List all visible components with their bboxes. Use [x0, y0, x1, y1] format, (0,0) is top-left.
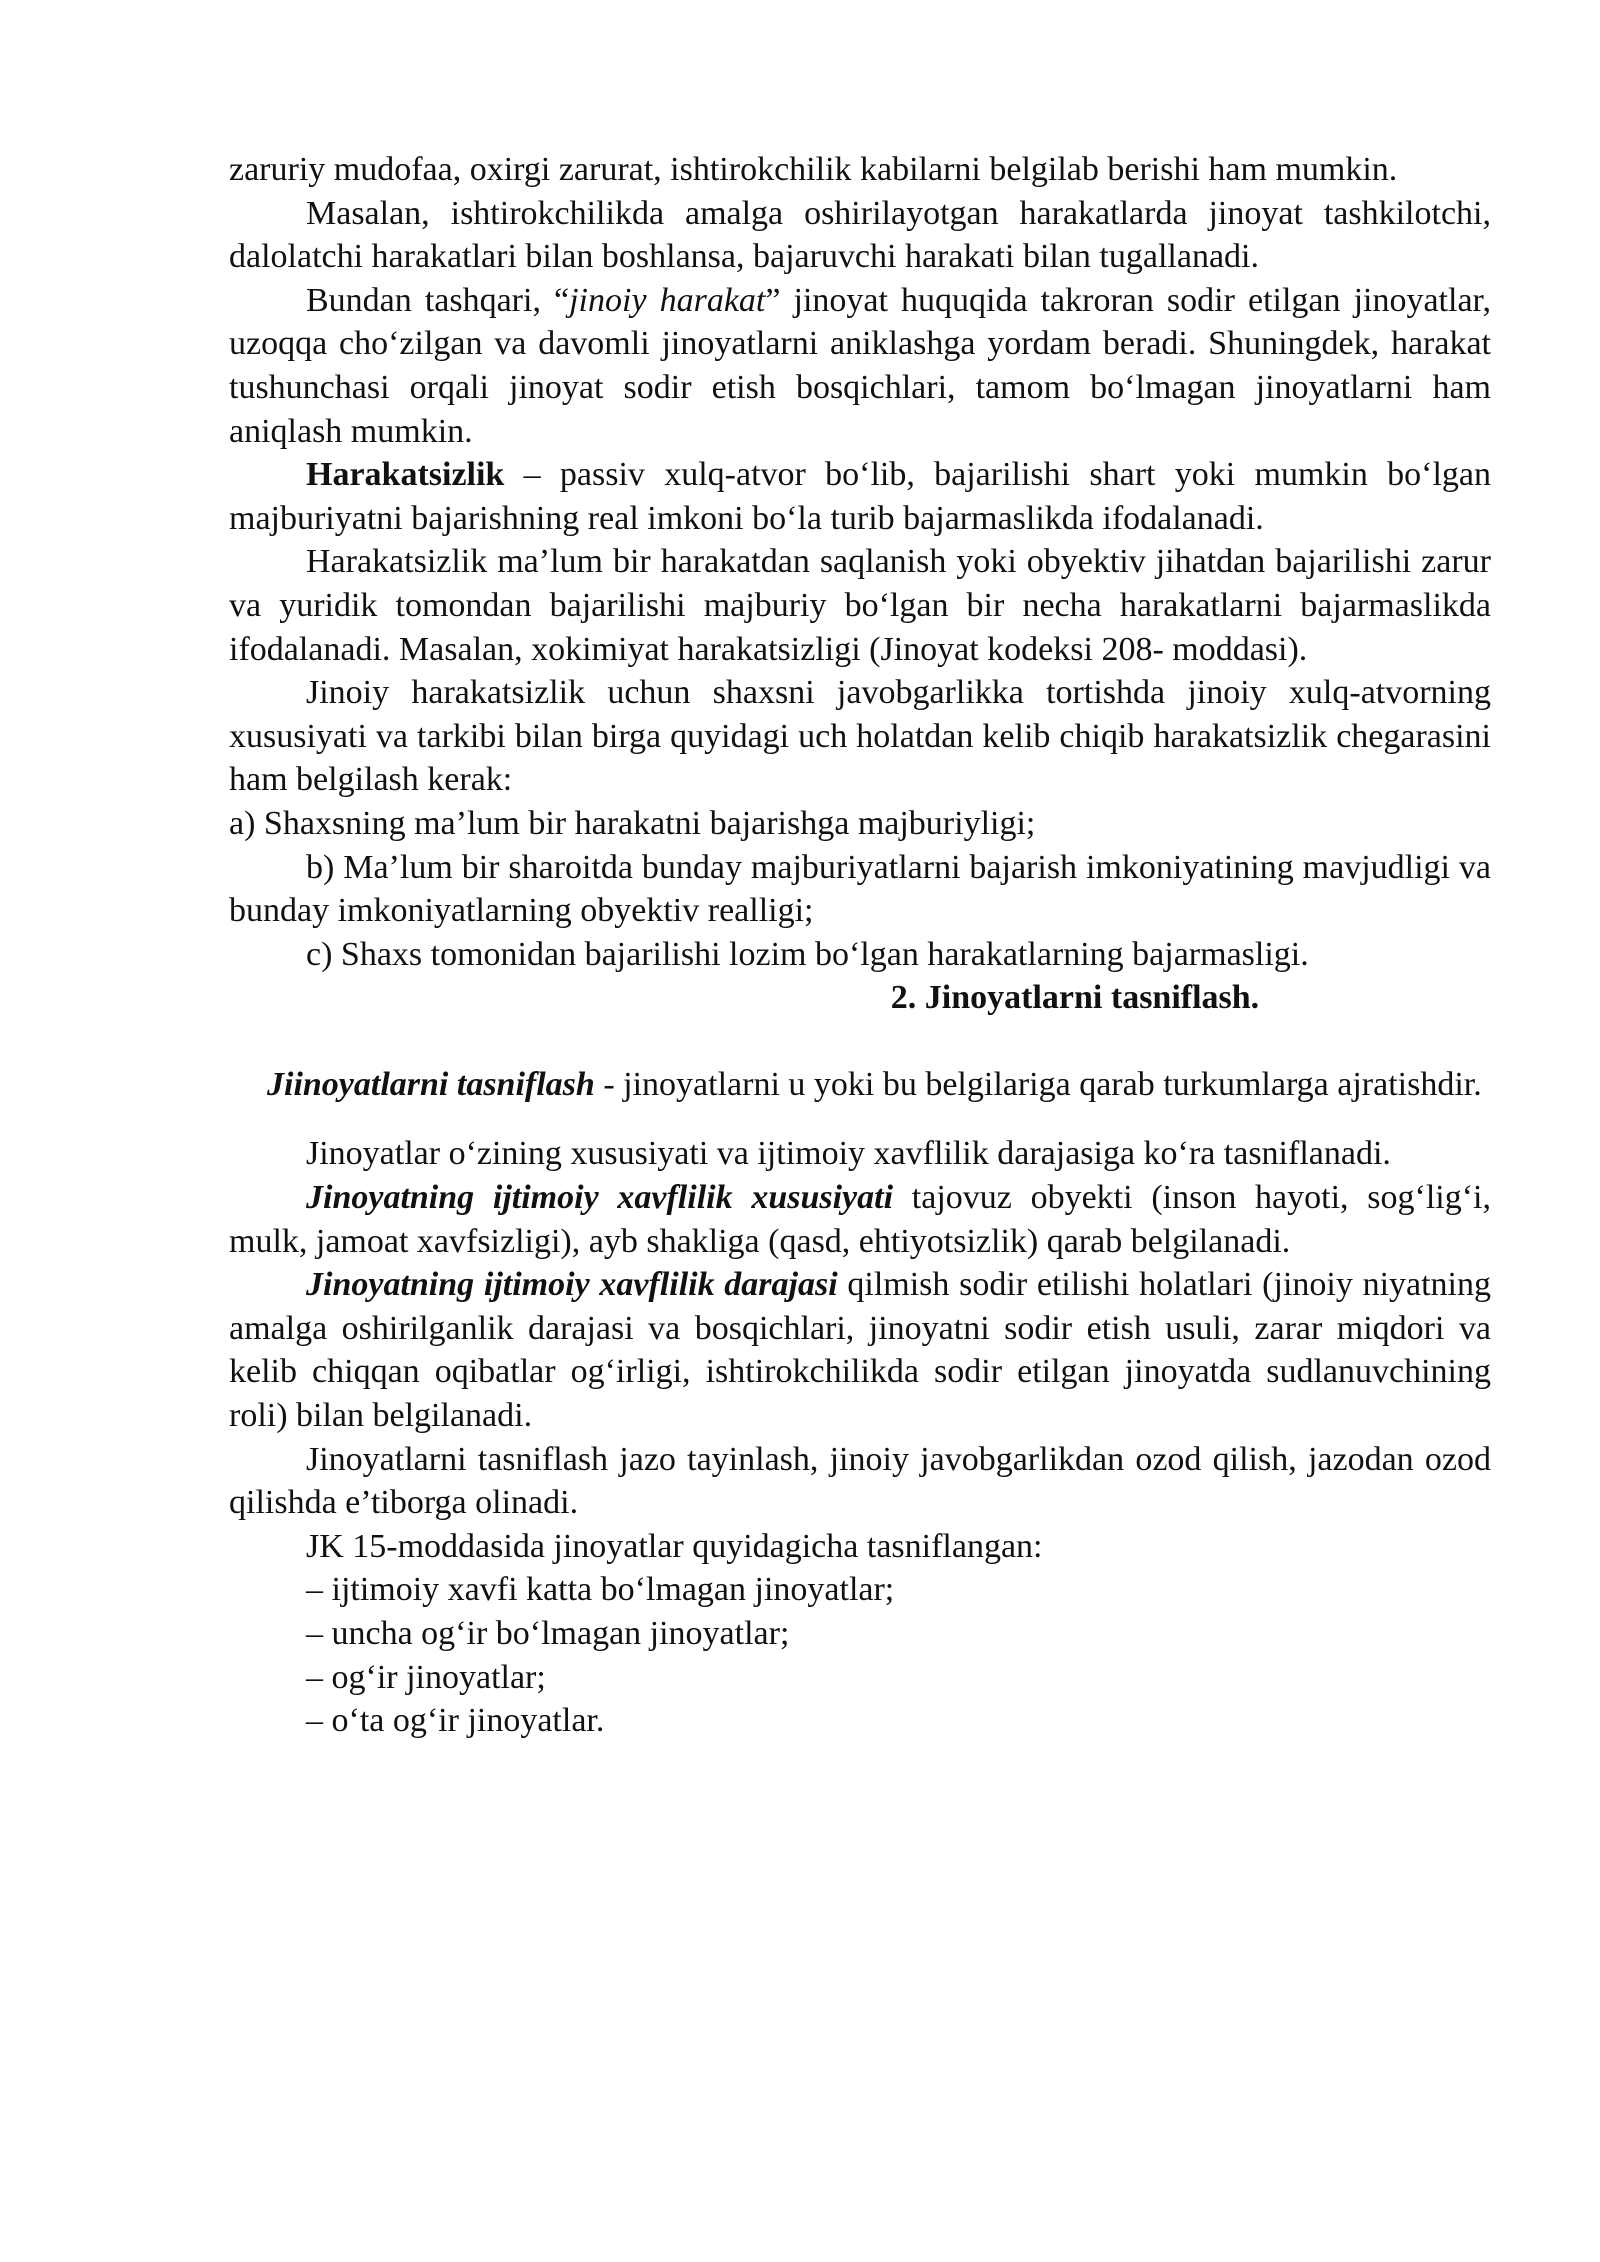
paragraph-4	[229, 453, 1491, 540]
paragraph-4-rest: – passiv xulq-atvor bo‘lib, bajarilishi shart yoki mumkin bo‘lgan majburiyatni bajarishning real imkoni bo‘la turib bajarmaslikda ifodalanadi.	[229, 456, 1491, 537]
term-xavflilik-darajasi: Jinoyatning ijtimoiy xavflilik darajasi	[306, 1266, 838, 1304]
paragraph-7	[229, 1063, 1491, 1107]
paragraph-1: zaruriy mudofaa, oxirgi zarurat, ishtirokchilik kabilarni belgilab berishi ham mumkin.	[229, 151, 1398, 188]
term-tasniflash: Jiinoyatlarni tasniflash	[267, 1065, 595, 1103]
term-harakatsizlik: Harakatsizlik	[306, 456, 505, 494]
paragraph-10	[229, 1263, 1491, 1437]
list-item: – ijtimoiy xavfi katta bo‘lmagan jinoyatlar;	[306, 1571, 895, 1609]
paragraph-9-rest: tajovuz obyekti (inson hayoti, sog‘lig‘i, mulk, jamoat xavfsizligi), ayb shakliga (qasd, ehtiyotsizlik) qarab belgilanadi.	[229, 1179, 1491, 1260]
term-xavflilik-xususiyati: Jinoyatning ijtimoiy xavflilik xususiyati	[306, 1179, 894, 1217]
list-item-a: a) Shaxsning ma’lum bir harakatni bajarishga majburiyligi;	[229, 804, 1036, 842]
paragraph-11: Jinoyatlarni tasniflash jazo tayinlash, jinoiy javobgarlikdan ozod qilish, jazodan ozod qilishda e’tiborga olinadi.	[229, 1440, 1491, 1522]
paragraph-9	[229, 1176, 1491, 1263]
paragraph-12: JK 15-moddasida jinoyatlar quyidagicha tasniflangan:	[306, 1527, 1043, 1565]
paragraph-2: Masalan, ishtirokchilikda amalga oshirilayotgan harakatlarda jinoyat tashkilotchi, dalolatchi harakatlari bilan boshlansa, bajaruvchi harakati bilan tugallanadi.	[229, 194, 1491, 276]
paragraph-3-pre: Bundan tashqari, “	[306, 281, 570, 319]
paragraph-6: Jinoiy harakatsizlik uchun shaxsni javobgarlikka tortishda jinoiy xulq-atvorning xususiyati va tarkibi bilan birga quyidagi uch holatdan kelib chiqib harakatsizlik chegarasini ham belgilash kerak:	[229, 674, 1491, 799]
paragraph-5: Harakatsizlik ma’lum bir harakatdan saqlanish yoki obyektiv jihatdan bajarilishi zarur va yuridik tomondan bajarilishi majburiy bo‘lgan bir necha harakatlarni bajarmaslikda ifodalanadi. Masalan, xokimiyat harakatsizligi (Jinoyat kodeksi 208- moddasi).	[229, 543, 1491, 668]
list-item: – o‘ta og‘ir jinoyatlar.	[306, 1702, 605, 1740]
list-item-c: c) Shaxs tomonidan bajarilishi lozim bo‘lgan harakatlarning bajarmasligi.	[306, 935, 1309, 973]
list-item: – og‘ir jinoyatlar;	[306, 1658, 546, 1696]
paragraph-7-rest: - jinoyatlarni u yoki bu belgilariga qarab turkumlarga ajratishdir.	[594, 1065, 1482, 1103]
list-item: – uncha og‘ir bo‘lmagan jinoyatlar;	[306, 1615, 790, 1652]
paragraph-8: Jinoyatlar o‘zining xususiyati va ijtimoiy xavflilik darajasiga ko‘ra tasniflanadi.	[306, 1135, 1391, 1173]
paragraph-10-rest: qilmish sodir etilishi holatlari (jinoiy niyatning amalga oshirilganlik darajasi va bosqichlari, jinoyatni sodir etish usuli, zarar miqdori va kelib chiqqan oqibatlar og‘irligi, ishtirokchilikda sodir etilgan jinoyatda sudlanuvchining roli) bilan belgilanadi.	[229, 1266, 1491, 1435]
paragraph-3	[229, 279, 1491, 453]
paragraph-3-emphasis: jinoiy harakat	[569, 281, 766, 319]
section-heading: 2. Jinoyatlarni tasniflash.	[890, 979, 1260, 1017]
list-item-b: b) Ma’lum bir sharoitda bunday majburiyatlarni bajarish imkoniyatining mavjudligi va bunday imkoniyatlarning obyektiv realligi;	[229, 848, 1491, 930]
paragraph-3-post: ” jinoyat huquqida takroran sodir etilgan jinoyatlar, uzoqqa cho‘zilgan va davomli jinoyatlarni aniklashga yordam beradi. Shuningdek, harakat tushunchasi orqali jinoyat sodir etish bosqichlari, tamom bo‘lmagan jinoyatlarni ham aniqlash mumkin.	[229, 281, 1491, 450]
document-page	[229, 148, 1491, 1743]
